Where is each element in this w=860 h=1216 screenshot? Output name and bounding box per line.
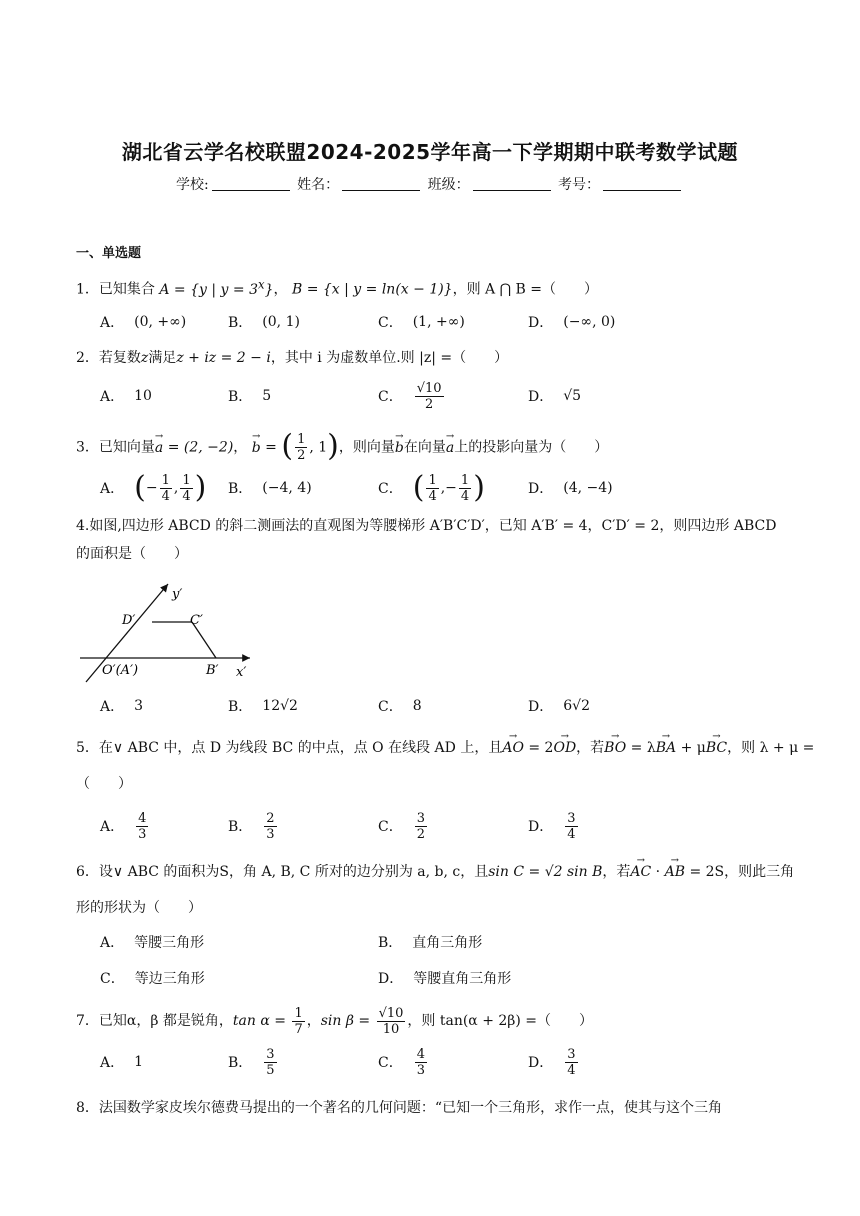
fraction [264, 811, 276, 842]
q3-a-value: = (2, −2) [163, 439, 234, 456]
q2-mid: 满足 [148, 350, 177, 366]
label-x: x′ [236, 665, 247, 680]
q5-tail: ，则 λ + μ = [727, 740, 815, 756]
option-label: B． [228, 819, 253, 835]
label-y: y′ [172, 587, 183, 602]
fraction [459, 473, 471, 504]
numerator: 4 [416, 1046, 425, 1062]
option-d[interactable] [528, 376, 581, 416]
q3-tail-1: ，则向量 [338, 439, 395, 456]
option-b[interactable] [228, 302, 300, 342]
option-text: 1 [134, 1054, 144, 1070]
denominator: 3 [266, 826, 275, 842]
option-label: A． [100, 819, 125, 835]
denominator: 2 [416, 826, 425, 842]
numerator: 1 [428, 472, 437, 488]
q7-tail: ，则 tan(α + 2β) =（ ） [407, 1013, 594, 1029]
q1-sep: ， [273, 281, 288, 298]
question-5 [76, 738, 815, 794]
option-a[interactable] [100, 686, 143, 726]
option-b[interactable] [228, 1042, 279, 1082]
denominator: 4 [567, 826, 576, 842]
q6-dot: · [651, 864, 665, 880]
q6-sep: ，若 [602, 864, 631, 880]
q4-line-1: 4.如图,四边形 ABCD 的斜二测画法的直观图为等腰梯形 A′B′C′D′，已知 A′B′ = 4，C′D′ = 2，则四边形 ABCD [76, 518, 777, 534]
name-blank[interactable] [342, 176, 420, 191]
q4-options [100, 686, 790, 726]
q1-set-b: B = {x | y = ln(x − 1)} [291, 281, 453, 298]
option-label: C． [378, 819, 403, 835]
q7-sin: sin β = [320, 1013, 375, 1029]
vector-b: → b [395, 438, 404, 458]
option-label: A． [100, 481, 125, 497]
right-paren: ) [473, 470, 485, 505]
exam-number-label: 考号： [558, 177, 601, 193]
numerator: √10 [416, 380, 442, 396]
option-label: C． [378, 1055, 403, 1071]
q3-sep: ， [233, 439, 248, 456]
school-blank[interactable] [212, 176, 290, 191]
trapezoid-figure [76, 582, 256, 686]
question-8: 8．法国数学家皮埃尔德费马提出的一个著名的几何问题：“已知一个三角形，求作一点，使其与这个三角 [76, 1100, 723, 1116]
denominator: 3 [416, 1062, 425, 1078]
q1-set-a-end: } [264, 281, 274, 298]
vector-ao: → AO [502, 738, 524, 758]
option-label: A． [100, 315, 125, 331]
option-label: A． [100, 935, 125, 951]
option-a[interactable] [100, 376, 152, 416]
numerator: 1 [161, 472, 170, 488]
option-label: B． [228, 481, 253, 497]
option-b[interactable] [228, 686, 298, 726]
q3-b-eq: = [260, 439, 282, 456]
page-title: 湖北省云学名校联盟2024-2025学年高一下学期期中联考数学试题 [121, 140, 739, 164]
comma: ,− [440, 480, 457, 496]
q6-sine: sin C = √2 sin B [488, 864, 603, 880]
option-label: D． [528, 481, 554, 497]
q3-b-rest: , 1 [309, 439, 328, 456]
vector-ab: → AB [665, 862, 685, 882]
right-paren: ) [194, 470, 207, 505]
option-label: D． [528, 315, 554, 331]
q1-exponent: x [258, 277, 265, 291]
q6-line-2: 形的形状为（ ） [76, 900, 202, 916]
exam-number-blank[interactable] [603, 176, 681, 191]
class-blank[interactable] [473, 176, 551, 191]
option-text: 等腰三角形 [134, 935, 205, 951]
option-label: C． [378, 699, 403, 715]
numerator: 3 [567, 810, 576, 826]
q1-tail: ，则 A ⋂ B =（ ） [452, 281, 599, 298]
option-label: A． [100, 389, 125, 405]
label-c: C′ [190, 613, 203, 628]
option-label: C． [378, 481, 403, 497]
option-d[interactable] [528, 302, 615, 342]
q5-plus: + μ [676, 740, 706, 756]
fraction [295, 432, 307, 463]
option-a[interactable] [100, 468, 206, 508]
denominator: 7 [294, 1021, 303, 1037]
option-text: 10 [134, 388, 152, 404]
q2-equation: z + iz = 2 − i [176, 350, 271, 366]
q2-tail: ，其中 i 为虚数单位.则 |z| =（ ） [270, 350, 509, 366]
numerator: 1 [294, 1005, 303, 1021]
fraction [377, 1006, 406, 1037]
denominator: 2 [297, 448, 306, 463]
option-b[interactable] [228, 468, 312, 508]
option-d[interactable] [528, 686, 590, 726]
q3-tail-3: 上的投影向量为（ ） [454, 439, 609, 456]
option-a[interactable] [100, 922, 204, 962]
numerator: 3 [567, 1046, 576, 1062]
option-text: (0, 1) [262, 314, 300, 330]
option-text: 6√2 [563, 698, 590, 714]
q2-z: z [140, 350, 149, 366]
option-label: D． [378, 971, 404, 987]
option-text: 等腰直角三角形 [413, 971, 512, 987]
label-o: O′(A′) [102, 663, 139, 678]
fraction [565, 811, 577, 842]
option-label: D． [528, 1055, 554, 1071]
student-info-line [0, 174, 860, 194]
fraction [426, 473, 438, 504]
fraction [136, 811, 148, 842]
option-label: B． [228, 389, 253, 405]
vector-a: → a [155, 438, 163, 458]
fraction [160, 473, 172, 504]
vector-bc: → BC [706, 738, 727, 758]
numerator: 1 [460, 472, 470, 488]
q5-sep: ，若 [576, 740, 605, 756]
school-label: 学校: [175, 177, 209, 193]
option-d[interactable] [378, 958, 511, 998]
option-c[interactable] [378, 302, 465, 342]
option-text: 12√2 [262, 698, 298, 714]
q1-prefix: 1．已知集合 [76, 281, 155, 298]
option-text: √5 [563, 388, 582, 404]
q5-eq2: = λ [626, 740, 656, 756]
option-text: (1, +∞) [412, 314, 465, 330]
option-text: 8 [412, 698, 422, 714]
question-7 [76, 1004, 788, 1038]
option-text: 3 [134, 698, 144, 714]
option-a[interactable] [100, 806, 150, 846]
option-d[interactable] [528, 1042, 580, 1082]
vector-od: → OD [553, 738, 576, 758]
question-1 [76, 274, 788, 300]
section-heading: 一、单选题 [76, 246, 142, 261]
option-text: (−∞, 0) [563, 314, 616, 330]
option-label: C． [378, 389, 403, 405]
option-c[interactable] [100, 958, 205, 998]
q7-options [100, 1042, 790, 1082]
option-a[interactable] [100, 1042, 143, 1082]
fraction [415, 811, 427, 842]
option-label: C． [100, 971, 125, 987]
class-label: 班级： [427, 177, 470, 193]
option-c[interactable] [378, 376, 446, 416]
denominator: 4 [428, 488, 437, 504]
left-paren: ( [134, 470, 146, 505]
option-a[interactable] [100, 302, 186, 342]
option-label: B． [378, 935, 403, 951]
question-6 [76, 862, 795, 918]
option-label: B． [228, 315, 253, 331]
question-3 [76, 428, 788, 464]
denominator: 10 [382, 1021, 400, 1037]
numerator: 3 [416, 810, 425, 826]
left-paren: ( [412, 470, 425, 505]
numerator: 1 [297, 432, 306, 447]
option-text: 直角三角形 [412, 935, 483, 951]
option-c[interactable] [378, 468, 485, 508]
q7-tan: tan α = [232, 1013, 291, 1029]
fraction [565, 1047, 577, 1078]
fraction [264, 1047, 276, 1078]
option-label: D． [528, 389, 554, 405]
option-b[interactable] [228, 806, 279, 846]
option-d[interactable] [528, 468, 613, 508]
vector-ba: → BA [656, 738, 676, 758]
denominator: 4 [161, 488, 170, 504]
q6-prefix: 6．设∨ ABC 的面积为S，角 A, B, C 所对的边分别为 a, b, c，且 [76, 864, 489, 880]
option-label: D． [528, 819, 554, 835]
option-c[interactable] [378, 1042, 429, 1082]
q3-prefix: 3．已知向量 [76, 439, 155, 456]
q2-options [100, 376, 790, 416]
option-label: B． [228, 1055, 253, 1071]
vector-ac: → AC [630, 862, 651, 882]
denominator: 2 [424, 396, 434, 412]
q2-prefix: 2．若复数 [76, 350, 141, 366]
fraction [180, 473, 192, 504]
option-label: C． [378, 315, 403, 331]
vector-b: → b [252, 438, 261, 458]
option-label: A． [100, 699, 125, 715]
minus-sign: − [145, 480, 158, 496]
vector-a: → a [446, 438, 454, 458]
option-b[interactable] [378, 922, 482, 962]
q4-line-2: 的面积是（ ） [76, 546, 188, 562]
q1-options [100, 302, 790, 342]
q5-prefix: 5．在∨ ABC 中，点 D 为线段 BC 的中点，点 O 在线段 AD 上，且 [76, 740, 503, 756]
q6-options [100, 922, 790, 994]
q5-eq1: = 2 [523, 740, 554, 756]
q5-line-2: （ ） [76, 776, 132, 792]
comma: , [173, 480, 179, 496]
option-text: (−4, 4) [262, 480, 312, 496]
option-text: 5 [262, 388, 272, 404]
fraction [292, 1006, 304, 1037]
option-text: 等边三角形 [134, 971, 205, 987]
numerator: √10 [378, 1005, 404, 1021]
name-label: 姓名： [297, 177, 340, 193]
option-d[interactable] [528, 806, 580, 846]
q7-prefix: 7．已知α，β 都是锐角， [76, 1013, 233, 1029]
denominator: 5 [266, 1062, 275, 1078]
q3-options [100, 468, 790, 508]
label-d: D′ [122, 613, 136, 628]
option-text: (0, +∞) [134, 314, 187, 330]
option-c[interactable] [378, 806, 429, 846]
option-label: B． [228, 699, 253, 715]
label-b: B′ [206, 663, 219, 678]
option-b[interactable] [228, 376, 271, 416]
q3-tail-2: 在向量 [403, 439, 446, 456]
q7-sep: ， [306, 1013, 321, 1029]
option-c[interactable] [378, 686, 422, 726]
q1-set-a: A = {y | y = 3 [159, 281, 258, 298]
denominator: 4 [182, 488, 191, 504]
q6-tail: = 2S，则此三角 [685, 864, 795, 880]
denominator: 3 [138, 826, 147, 842]
numerator: 1 [182, 472, 191, 488]
left-paren: ( [281, 428, 294, 464]
option-label: D． [528, 699, 554, 715]
right-paren: ) [327, 428, 339, 464]
fraction [415, 1047, 427, 1078]
option-label: A． [100, 1055, 125, 1071]
numerator: 3 [266, 1046, 275, 1062]
q5-options [100, 806, 790, 846]
numerator: 4 [138, 810, 147, 826]
fraction [415, 381, 444, 412]
denominator: 4 [567, 1062, 576, 1078]
numerator: 2 [266, 810, 275, 826]
denominator: 4 [460, 488, 470, 504]
question-2 [76, 348, 788, 368]
question-4 [76, 516, 788, 564]
option-text: (4, −4) [563, 480, 613, 496]
vector-bo: → BO [604, 738, 626, 758]
